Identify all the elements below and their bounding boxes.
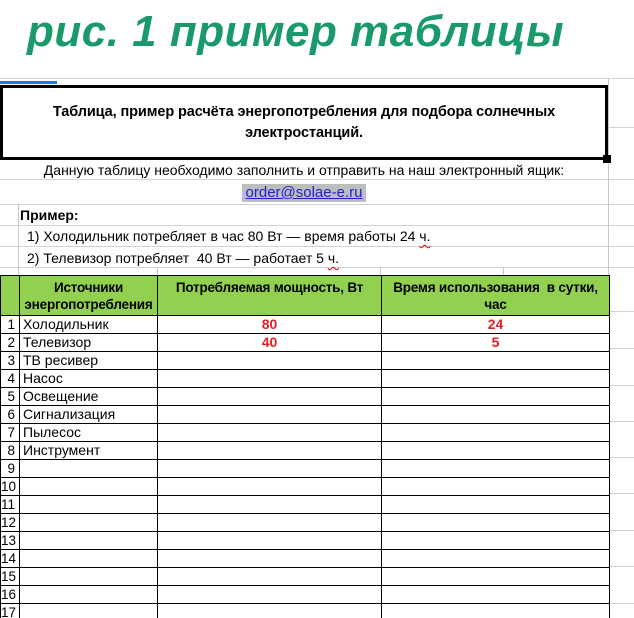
power-value-cell[interactable] [158, 496, 382, 514]
source-name-cell[interactable] [20, 478, 158, 496]
sheet-gridline [0, 246, 634, 247]
row-number-cell[interactable]: 9 [1, 460, 20, 478]
misspelled-word: ТВ [23, 352, 41, 368]
source-name-cell[interactable] [20, 532, 158, 550]
source-name-cell[interactable] [20, 586, 158, 604]
sheet-gridline [608, 493, 634, 494]
row-number-cell[interactable]: 3 [1, 352, 20, 370]
intro-box-line-2: электростанций. [245, 124, 363, 141]
time-value-cell[interactable] [382, 424, 610, 442]
row-number-cell[interactable]: 17 [1, 604, 20, 618]
header-row-number-cell[interactable] [1, 276, 20, 316]
sheet-gridline [0, 204, 634, 205]
source-name-cell[interactable] [20, 514, 158, 532]
sheet-gridline [608, 457, 634, 458]
table-header-row [1, 276, 610, 316]
header-time[interactable]: Время использования в сутки, час [382, 276, 610, 316]
table-row [1, 388, 610, 406]
time-value-cell[interactable] [382, 388, 610, 406]
sheet-gridline [608, 603, 634, 604]
row-number-cell[interactable]: 4 [1, 370, 20, 388]
power-value-cell[interactable] [158, 532, 382, 550]
sheet-gridline [380, 267, 381, 275]
selection-edge [0, 81, 57, 84]
table-row [1, 586, 610, 604]
table-row [1, 442, 610, 460]
table-row [1, 406, 610, 424]
power-value-cell[interactable] [158, 370, 382, 388]
sheet-gridline [18, 204, 19, 275]
power-value-cell[interactable]: 40 [158, 334, 382, 352]
row-number-cell[interactable]: 1 [1, 316, 20, 334]
sheet-gridline [608, 566, 634, 567]
source-name-cell[interactable]: Пылесос [20, 424, 158, 442]
source-name-cell[interactable] [20, 550, 158, 568]
time-value-cell[interactable] [382, 496, 610, 514]
example-line-1-text: 1) Холодильник потребляет в час 80 Вт — время работы 24 [27, 228, 420, 244]
figure-title: рис. 1 пример таблицы [27, 7, 565, 56]
table-row [1, 370, 610, 388]
row-number-cell[interactable]: 16 [1, 586, 20, 604]
source-name-cell[interactable]: ТВ ресивер [20, 352, 158, 370]
source-name-cell[interactable]: Сигнализация [20, 406, 158, 424]
row-number-cell[interactable]: 15 [1, 568, 20, 586]
power-value-cell[interactable] [158, 388, 382, 406]
table-row [1, 496, 610, 514]
table-row [1, 316, 610, 334]
time-value-cell[interactable] [382, 604, 610, 618]
time-value-cell[interactable] [382, 532, 610, 550]
misspelled-word: ч. [327, 250, 340, 266]
intro-box-line-1: Таблица, пример расчёта энергопотребления для подбора солнечных [52, 103, 556, 120]
time-value-cell[interactable]: 24 [382, 316, 610, 334]
example-label: Пример: [20, 207, 79, 223]
sheet-gridline [608, 385, 634, 386]
source-name-cell[interactable] [20, 496, 158, 514]
table-row [1, 604, 610, 618]
table-row [1, 460, 610, 478]
example-line-2-text: 2) Телевизор потребляет 40 Вт — работает 5 [27, 250, 328, 266]
email-row [0, 183, 608, 202]
sheet-gridline [0, 78, 634, 79]
consumption-table [0, 275, 610, 618]
time-value-cell[interactable] [382, 370, 610, 388]
time-value-cell[interactable] [382, 550, 610, 568]
power-value-cell[interactable] [158, 514, 382, 532]
sheet-gridline [157, 267, 158, 275]
table-row [1, 514, 610, 532]
misspelled-word: ч. [419, 228, 431, 244]
example-line-1 [27, 227, 430, 245]
row-number-cell[interactable]: 2 [1, 334, 20, 352]
table-row [1, 424, 610, 442]
time-value-cell[interactable] [382, 586, 610, 604]
time-value-cell[interactable] [382, 478, 610, 496]
row-number-cell[interactable]: 11 [1, 496, 20, 514]
power-value-cell[interactable] [158, 586, 382, 604]
sheet-gridline [0, 225, 634, 226]
example-line-2 [27, 249, 339, 267]
power-value-cell[interactable] [158, 604, 382, 618]
source-name-cell[interactable]: Телевизор [20, 334, 158, 352]
table-row [1, 334, 610, 352]
email-link[interactable]: order@solae-e.ru [242, 184, 367, 202]
instruction-text: Данную таблицу необходимо заполнить и отправить на наш электронный ящик: [43, 162, 565, 178]
sheet-gridline [0, 267, 634, 268]
row-number-cell[interactable]: 8 [1, 442, 20, 460]
intro-box[interactable] [0, 85, 608, 160]
row-number-cell[interactable]: 7 [1, 424, 20, 442]
time-value-cell[interactable] [382, 514, 610, 532]
time-value-cell[interactable] [382, 352, 610, 370]
table-row [1, 568, 610, 586]
sheet-gridline [608, 348, 634, 349]
row-number-cell[interactable]: 10 [1, 478, 20, 496]
power-value-cell[interactable] [158, 550, 382, 568]
sheet-gridline [608, 530, 634, 531]
row-number-cell[interactable]: 13 [1, 532, 20, 550]
time-value-cell[interactable] [382, 406, 610, 424]
power-value-cell[interactable] [158, 568, 382, 586]
power-value-cell[interactable]: 80 [158, 316, 382, 334]
sheet-gridline [608, 421, 634, 422]
time-value-cell[interactable] [382, 568, 610, 586]
table-row [1, 352, 610, 370]
power-value-cell[interactable] [158, 406, 382, 424]
sheet-gridline [608, 311, 634, 312]
source-name-cell[interactable] [20, 460, 158, 478]
sheet-gridline [0, 179, 634, 180]
table-row [1, 478, 610, 496]
sheet-gridline [503, 267, 504, 275]
source-name-cell[interactable] [20, 568, 158, 586]
header-sources[interactable]: Источники энергопотребления [20, 276, 158, 316]
power-value-cell[interactable] [158, 460, 382, 478]
row-number-cell[interactable]: 6 [1, 406, 20, 424]
sheet-gridline [608, 127, 634, 128]
source-name-cell[interactable] [20, 604, 158, 618]
time-value-cell[interactable] [382, 442, 610, 460]
power-value-cell[interactable] [158, 352, 382, 370]
time-value-cell[interactable] [382, 460, 610, 478]
row-number-cell[interactable]: 12 [1, 514, 20, 532]
power-value-cell[interactable] [158, 424, 382, 442]
table-row [1, 550, 610, 568]
source-name-cell[interactable]: Инструмент [20, 442, 158, 460]
row-number-cell[interactable]: 14 [1, 550, 20, 568]
source-name-cell[interactable]: Насос [20, 370, 158, 388]
table-row [1, 532, 610, 550]
time-value-cell[interactable]: 5 [382, 334, 610, 352]
source-name-cell[interactable]: Освещение [20, 388, 158, 406]
source-name-cell[interactable]: Холодильник [20, 316, 158, 334]
header-power[interactable]: Потребляемая мощность, Вт [158, 276, 382, 316]
sheet-gridline [608, 78, 609, 275]
power-value-cell[interactable] [158, 478, 382, 496]
row-number-cell[interactable]: 5 [1, 388, 20, 406]
power-value-cell[interactable] [158, 442, 382, 460]
